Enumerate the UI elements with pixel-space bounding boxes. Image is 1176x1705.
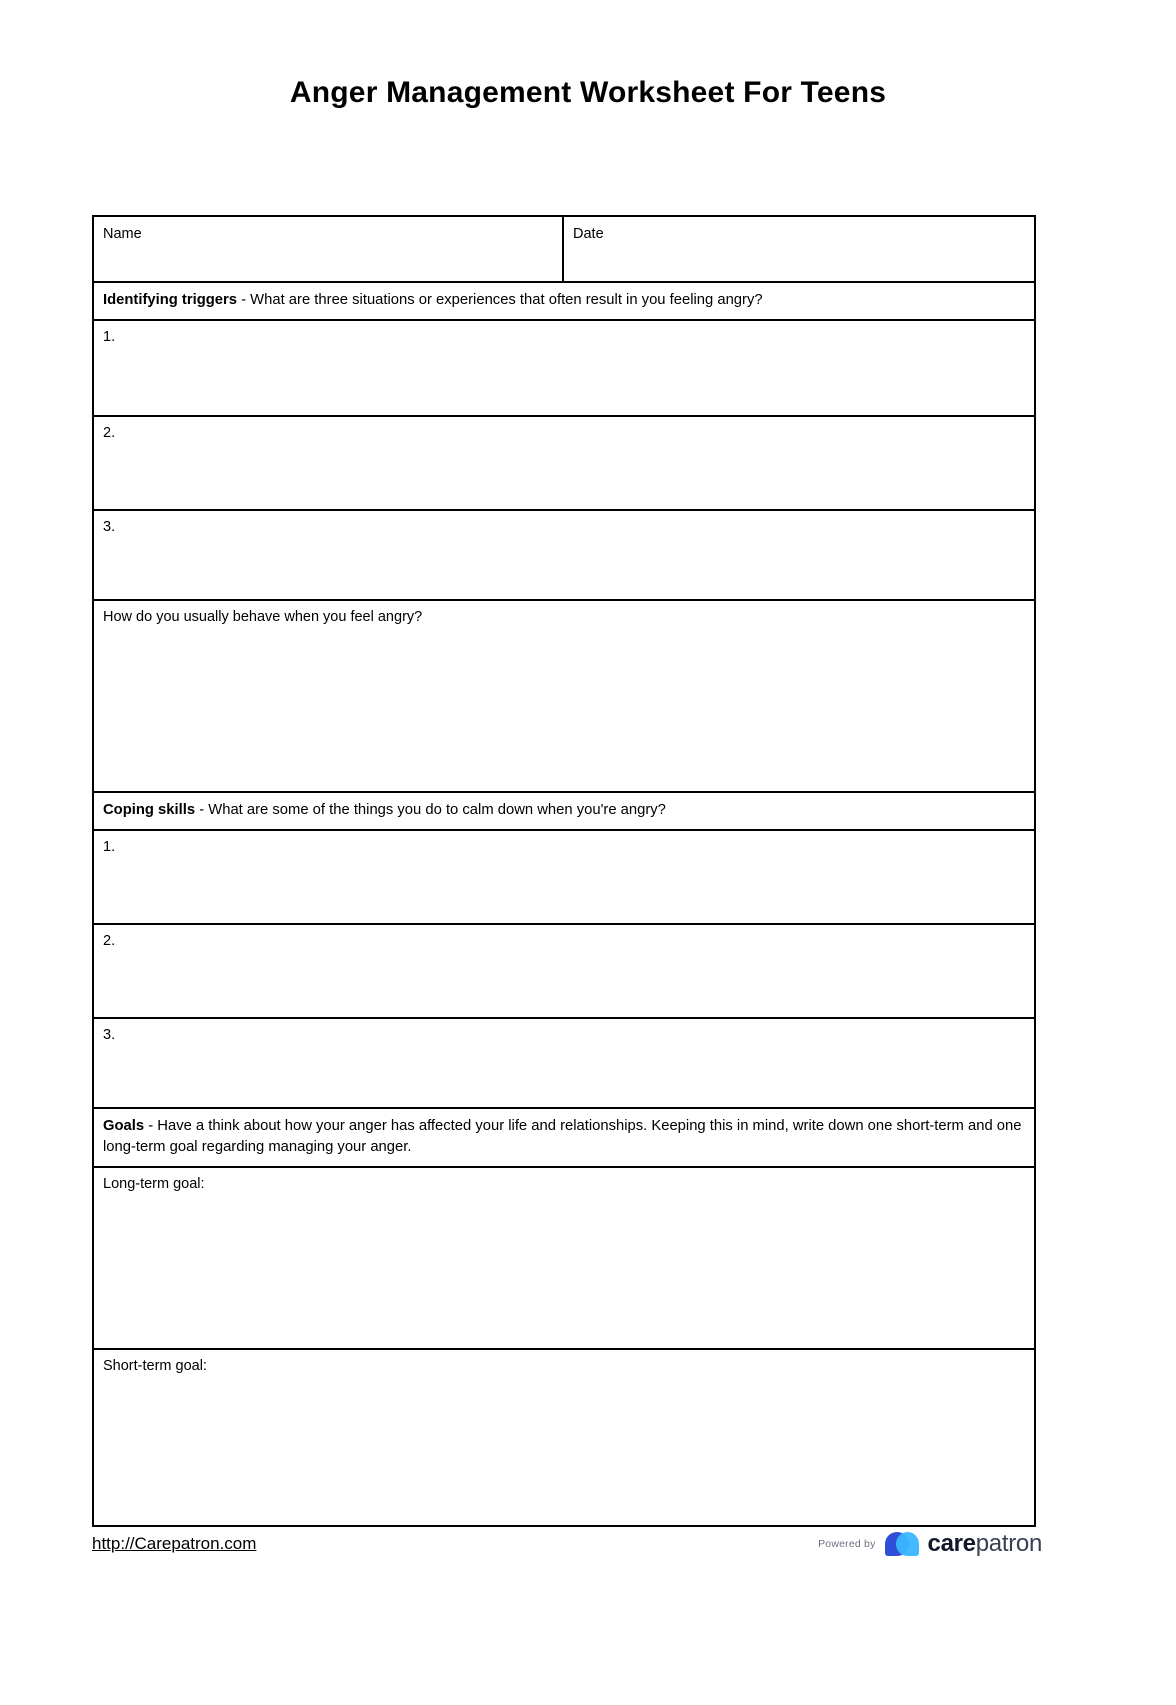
section-heading-rest: - What are three situations or experiences that often result in you feeling angry? [237, 292, 763, 308]
table-row-name-date [94, 217, 1034, 283]
powered-by-label: Powered by [818, 1538, 876, 1550]
behavior-question-label: How do you usually behave when you feel angry? [103, 609, 423, 625]
section-heading-bold: Goals [103, 1118, 145, 1134]
section-header-identifying-triggers [94, 283, 1034, 321]
table-row [94, 511, 1034, 601]
trigger-2-field[interactable] [94, 417, 1034, 509]
date-field[interactable] [564, 217, 1034, 281]
coping-3-field[interactable] [94, 1019, 1034, 1107]
table-row [94, 1019, 1034, 1109]
section-heading [94, 793, 1034, 829]
coping-1-field[interactable] [94, 831, 1034, 923]
section-heading [94, 283, 1034, 319]
page-footer [92, 1530, 1042, 1558]
date-label: Date [573, 226, 604, 242]
section-heading-bold: Coping skills [103, 802, 196, 818]
item-label: 1. [103, 329, 116, 345]
table-row [94, 1168, 1034, 1350]
brand-second: patron [975, 1530, 1042, 1557]
page-title: Anger Management Worksheet For Teens [289, 76, 887, 109]
table-row [94, 1350, 1034, 1525]
behavior-field[interactable] [94, 601, 1034, 791]
section-header-coping-skills [94, 793, 1034, 831]
table-row [94, 831, 1034, 925]
table-row [94, 601, 1034, 793]
brand-first: care [927, 1530, 976, 1557]
name-label: Name [103, 226, 142, 242]
table-row [94, 321, 1034, 417]
item-label: 3. [103, 1027, 116, 1043]
trigger-3-field[interactable] [94, 511, 1034, 599]
section-heading-rest: - Have a think about how your anger has affected your life and relationships. Keeping this in mind, write down one short-term and one long-term goal regarding managing your anger. [103, 1118, 1022, 1155]
item-label: 2. [103, 425, 116, 441]
carepatron-logo-icon [885, 1531, 919, 1557]
long-term-goal-field[interactable] [94, 1168, 1034, 1348]
section-header-goals [94, 1109, 1034, 1168]
item-label: Long-term goal: [103, 1176, 205, 1192]
item-label: 1. [103, 839, 116, 855]
carepatron-link[interactable]: http://Carepatron.com [92, 1534, 257, 1553]
item-label: Short-term goal: [103, 1358, 207, 1374]
name-field[interactable] [94, 217, 564, 281]
coping-2-field[interactable] [94, 925, 1034, 1017]
carepatron-wordmark [928, 1530, 1042, 1558]
table-row [94, 417, 1034, 511]
item-label: 3. [103, 519, 116, 535]
short-term-goal-field[interactable] [94, 1350, 1034, 1525]
section-heading [94, 1109, 1034, 1166]
worksheet-table [92, 215, 1036, 1527]
section-heading-bold: Identifying triggers [103, 292, 238, 308]
worksheet-page [0, 75, 1176, 1705]
item-label: 2. [103, 933, 116, 949]
table-row [94, 925, 1034, 1019]
brand-logo [818, 1530, 1042, 1558]
section-heading-rest: - What are some of the things you do to calm down when you're angry? [195, 802, 666, 818]
trigger-1-field[interactable] [94, 321, 1034, 415]
